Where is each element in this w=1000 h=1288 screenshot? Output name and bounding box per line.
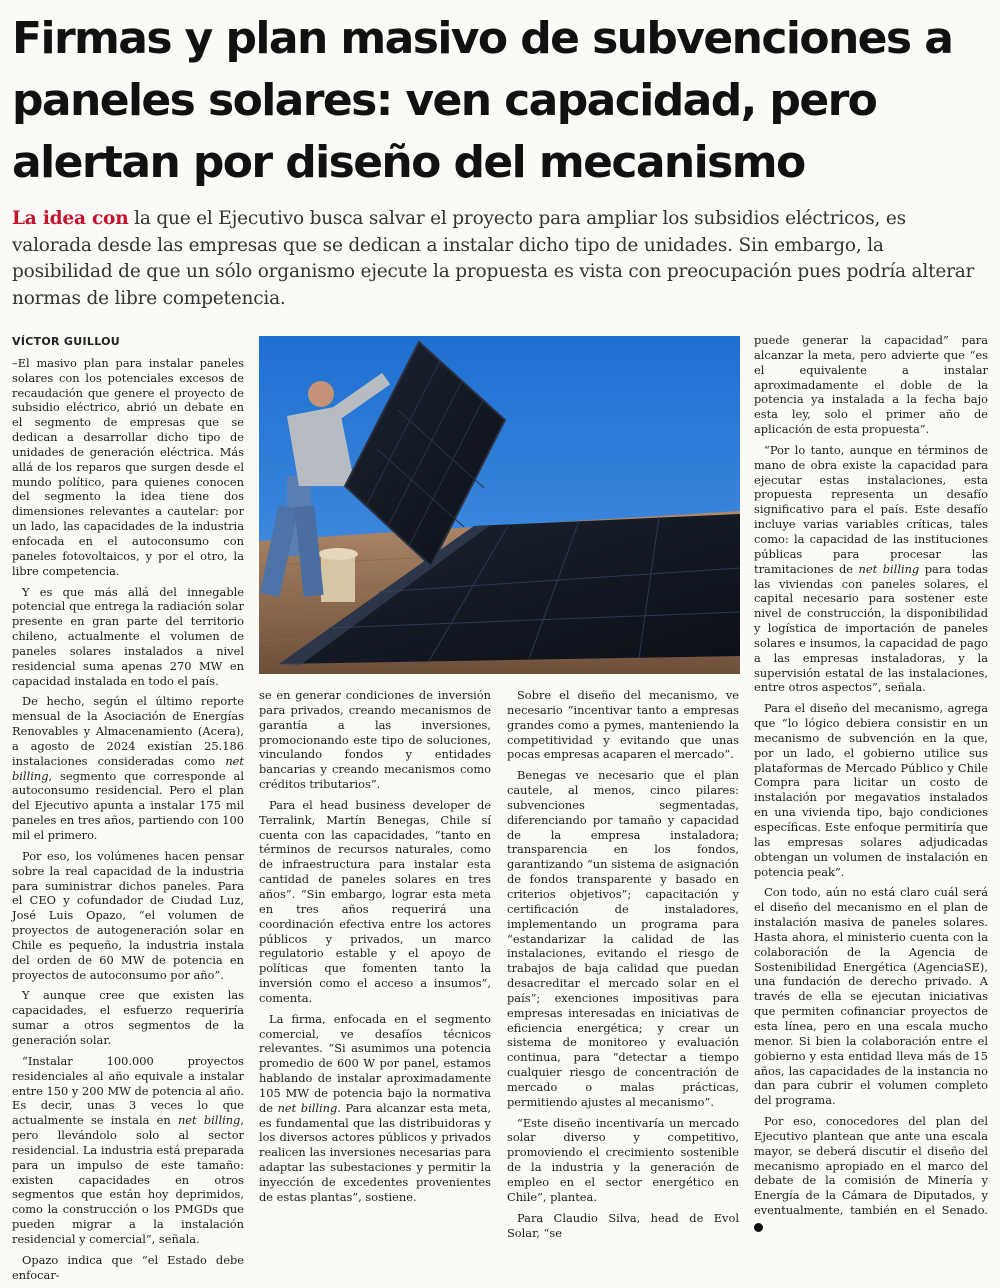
paragraph: “Este diseño incentivaría un mercado solar diverso y competitivo, promoviendo el crecimiento sostenible de la industria y la generación de empleo en el sector energético en Chile”, plantea. <box>507 1115 739 1204</box>
paragraph: Y es que más allá del innegable potencial que entrega la radiación solar presente en gran parte del territorio chileno, actualmente el volumen de paneles solares instalados a nivel residencial suma apenas 270 MW en capacidad instalada en todo el país. <box>12 584 244 688</box>
paragraph: Para Claudio Silva, head de Evol Solar, “se <box>507 1210 739 1240</box>
paragraph: La firma, enfocada en el segmento comercial, ve desafíos técnicos relevantes. “Si asumimos una potencia promedio de 600 W por panel, estamos hablando de instalar aproximadamente 105 MW de potencia bajo la normativa de net billing. Para alcanzar esta meta, es fundamental que las distribuidoras y los diversos actores públicos y privados realicen las inversiones necesarias para adaptar las subestaciones y permitir la inyección de excedentes provenientes de estas plantas”, sostiene. <box>259 1011 491 1204</box>
article-column-4 <box>754 333 988 1239</box>
paragraph: Opazo indica que “el Estado debe enfocar- <box>12 1252 244 1282</box>
paragraph: puede generar la capacidad” para alcanzar la meta, pero advierte que “es el equivalente a instalar aproximadamente el doble de la potencia ya instalada a la fecha bajo esta ley, solo el primer año de aplicación de esta propuesta”. <box>754 333 988 437</box>
paragraph: Para el head business developer de Terralink, Martín Benegas, Chile sí cuenta con las capacidades, “tanto en términos de recursos naturales, como de infraestructura para instalar esta cantidad de paneles solares en tres años”. “Sin embargo, lograr esta meta en tres años requerirá una coordinación efectiva entre los actores públicos y privados, un marco regulatorio estable y el apoyo de políticas que fomenten tanto la inversión como el acceso a insumos”, comenta. <box>259 797 491 1005</box>
paragraph: Y aunque cree que existen las capacidades, el esfuerzo requeriría sumar a otros segmentos de la generación solar. <box>12 988 244 1047</box>
paragraph: “Por lo tanto, aunque en términos de mano de obra existe la capacidad para ejecutar estas instalaciones, esta propuesta representa un desafío significativo para el país. Este desafío incluye varias variables críticas, tales como: la capacidad de las instituciones públicas para procesar las tramitaciones de net billing para todas las viviendas con paneles solares, el capital necesario para sostener este nivel de construcción, la disponibilidad y logística de importación de paneles solares e insumos, la capacidad de pago a las empresas instaladoras, y la supervisión estatal de las instalaciones, entre otros aspectos”, señala. <box>754 442 988 695</box>
paragraph: Sobre el diseño del mecanismo, ve necesario “incentivar tanto a empresas grandes como a pymes, manteniendo la competitividad y evitando que unas pocas empresas acaparen el mercado”. <box>507 688 739 762</box>
lede-text: la que el Ejecutivo busca salvar el proyecto para ampliar los subsidios eléctricos, es valorada desde las empresas que se dedican a instalar dicho tipo de unidades. Sin embargo, la posibilidad de que un sólo organismo ejecute la propuesta es vista con preocupación pues podría alterar normas de libre competencia. <box>12 208 975 309</box>
article-column-3 <box>507 688 739 1246</box>
paragraph: se en generar condiciones de inversión para privados, creando mecanismos de garantía a las inversiones, promocionando este tipo de soluciones, vinculando fondos y entidades bancarias y creando mecanismos como créditos tributarios”. <box>259 688 491 792</box>
paragraph: “Instalar 100.000 proyectos residenciales al año equivale a instalar entre 150 y 200 MW de potencia al año. Es decir, unas 3 veces lo que actualmente se instala en net billing, pero llevándolo solo al sector residencial. La industria está preparada para un impulso de este tamaño: existen capacidades en otros segmentos que están hoy deprimidos, como la construcción o los PMGDs que pueden migrar a la instalación residencial y comercial”, señala. <box>12 1053 244 1246</box>
paragraph: Por eso, los volúmenes hacen pensar sobre la real capacidad de la industria para suministrar dichos paneles. Para el CEO y cofundador de Ciudad Luz, José Luis Opazo, “el volumen de proyectos de autogeneración solar en Chile es pequeño, la industria instala del orden de 60 MW de potencia en proyectos de autoconsumo por año”. <box>12 848 244 982</box>
article-lede <box>12 206 987 312</box>
photo-illustration <box>259 336 740 674</box>
paragraph: Benegas ve necesario que el plan cautele, al menos, cinco pilares: subvenciones segmentadas, diferenciando por tamaño y capacidad de la empresa instaladora; transparencia en los fondos, garantizando “un sistema de asignación de fondos transparente y basado en criterios objetivos”; capacitación y certificación de instaladores, implementando un programa para “estandarizar la calidad de las instalaciones, evitando el riesgo de trabajos de baja calidad que puedan desacreditar el mercado solar en el país”; exenciones impositivas para empresas interesadas en iniciativas de eficiencia energética; y crear un sistema de monitoreo y evaluación continua, para “detectar a tiempo cualquier riesgo de concentración de mercado o malas prácticas, permitiendo ajustes al mecanismo”. <box>507 768 739 1109</box>
paragraph-text: Por eso, conocedores del plan del Ejecutivo plantean que ante una escala mayor, se deberá discutir el diseño del mecanismo apropiado en el marco del debate de la comisión de Minería y Energía de la Cámara de Diputados, y eventualmente, también en el Senado. <box>754 1114 988 1218</box>
lede-kicker: La idea con <box>12 208 129 229</box>
article-column-2 <box>259 688 491 1211</box>
paragraph <box>754 1114 988 1233</box>
end-mark-icon: P <box>754 1223 763 1232</box>
paragraph: –El masivo plan para instalar paneles solares con los potenciales excesos de recaudación que genere el proyecto de subsidio eléctrico, abrió un debate en el segmento de empresas que se dedican a desarrollar dicho tipo de unidades de generación eléctrica. Más allá de los reparos que surgen desde el mundo político, para quienes conocen del segmento la idea tiene dos dimensiones relevantes a cautelar: por un lado, las capacidades de la industria enfocada en el autoconsumo con paneles fotovoltaicos, y por el otro, la libre competencia. <box>12 355 244 578</box>
paragraph: Con todo, aún no está claro cuál será el diseño del mecanismo en el plan de instalación masiva de paneles solares. Hasta ahora, el ministerio cuenta con la colaboración de la Agencia de Sostenibilidad Energética (AgenciaSE), una fundación de derecho privado. A través de ella se ejecutan iniciativas que permiten cofinanciar proyectos de esta línea, pero en una escala mucho menor. Si bien la colaboración entre el gobierno y esta entidad lleva más de 15 años, las capacidades de la instancia no dan para cubrir el volumen completo del programa. <box>754 885 988 1108</box>
byline: VÍCTOR GUILLOU <box>12 335 120 348</box>
paragraph: Para el diseño del mecanismo, agrega que “lo lógico debiera consistir en un mecanismo de subvención en la que, por un lado, el gobierno utilice sus plataformas de Mercado Público y Chile Compra para licitar un costo de instalación por megavatios instalados en una vivienda tipo, bajo condiciones específicas. Este enfoque permitiría que las empresas solares adjudicadas obtengan un volumen de instalación en potencia peak”. <box>754 701 988 879</box>
article-headline: Firmas y plan masivo de subvenciones a paneles solares: ven capacidad, pero alertan por diseño del mecanismo <box>12 13 953 188</box>
paragraph: De hecho, según el último reporte mensual de la Asociación de Energías Renovables y Almacenamiento (Acera), a agosto de 2024 existían 25.186 instalaciones consideradas como net billing, segmento que corresponde al autoconsumo residencial. Pero el plan del Ejecutivo apunta a instalar 175 mil paneles en tres años, partiendo con 100 mil el primero. <box>12 694 244 842</box>
article-column-1 <box>12 335 244 1288</box>
solar-panel-installation-photo <box>259 336 740 674</box>
